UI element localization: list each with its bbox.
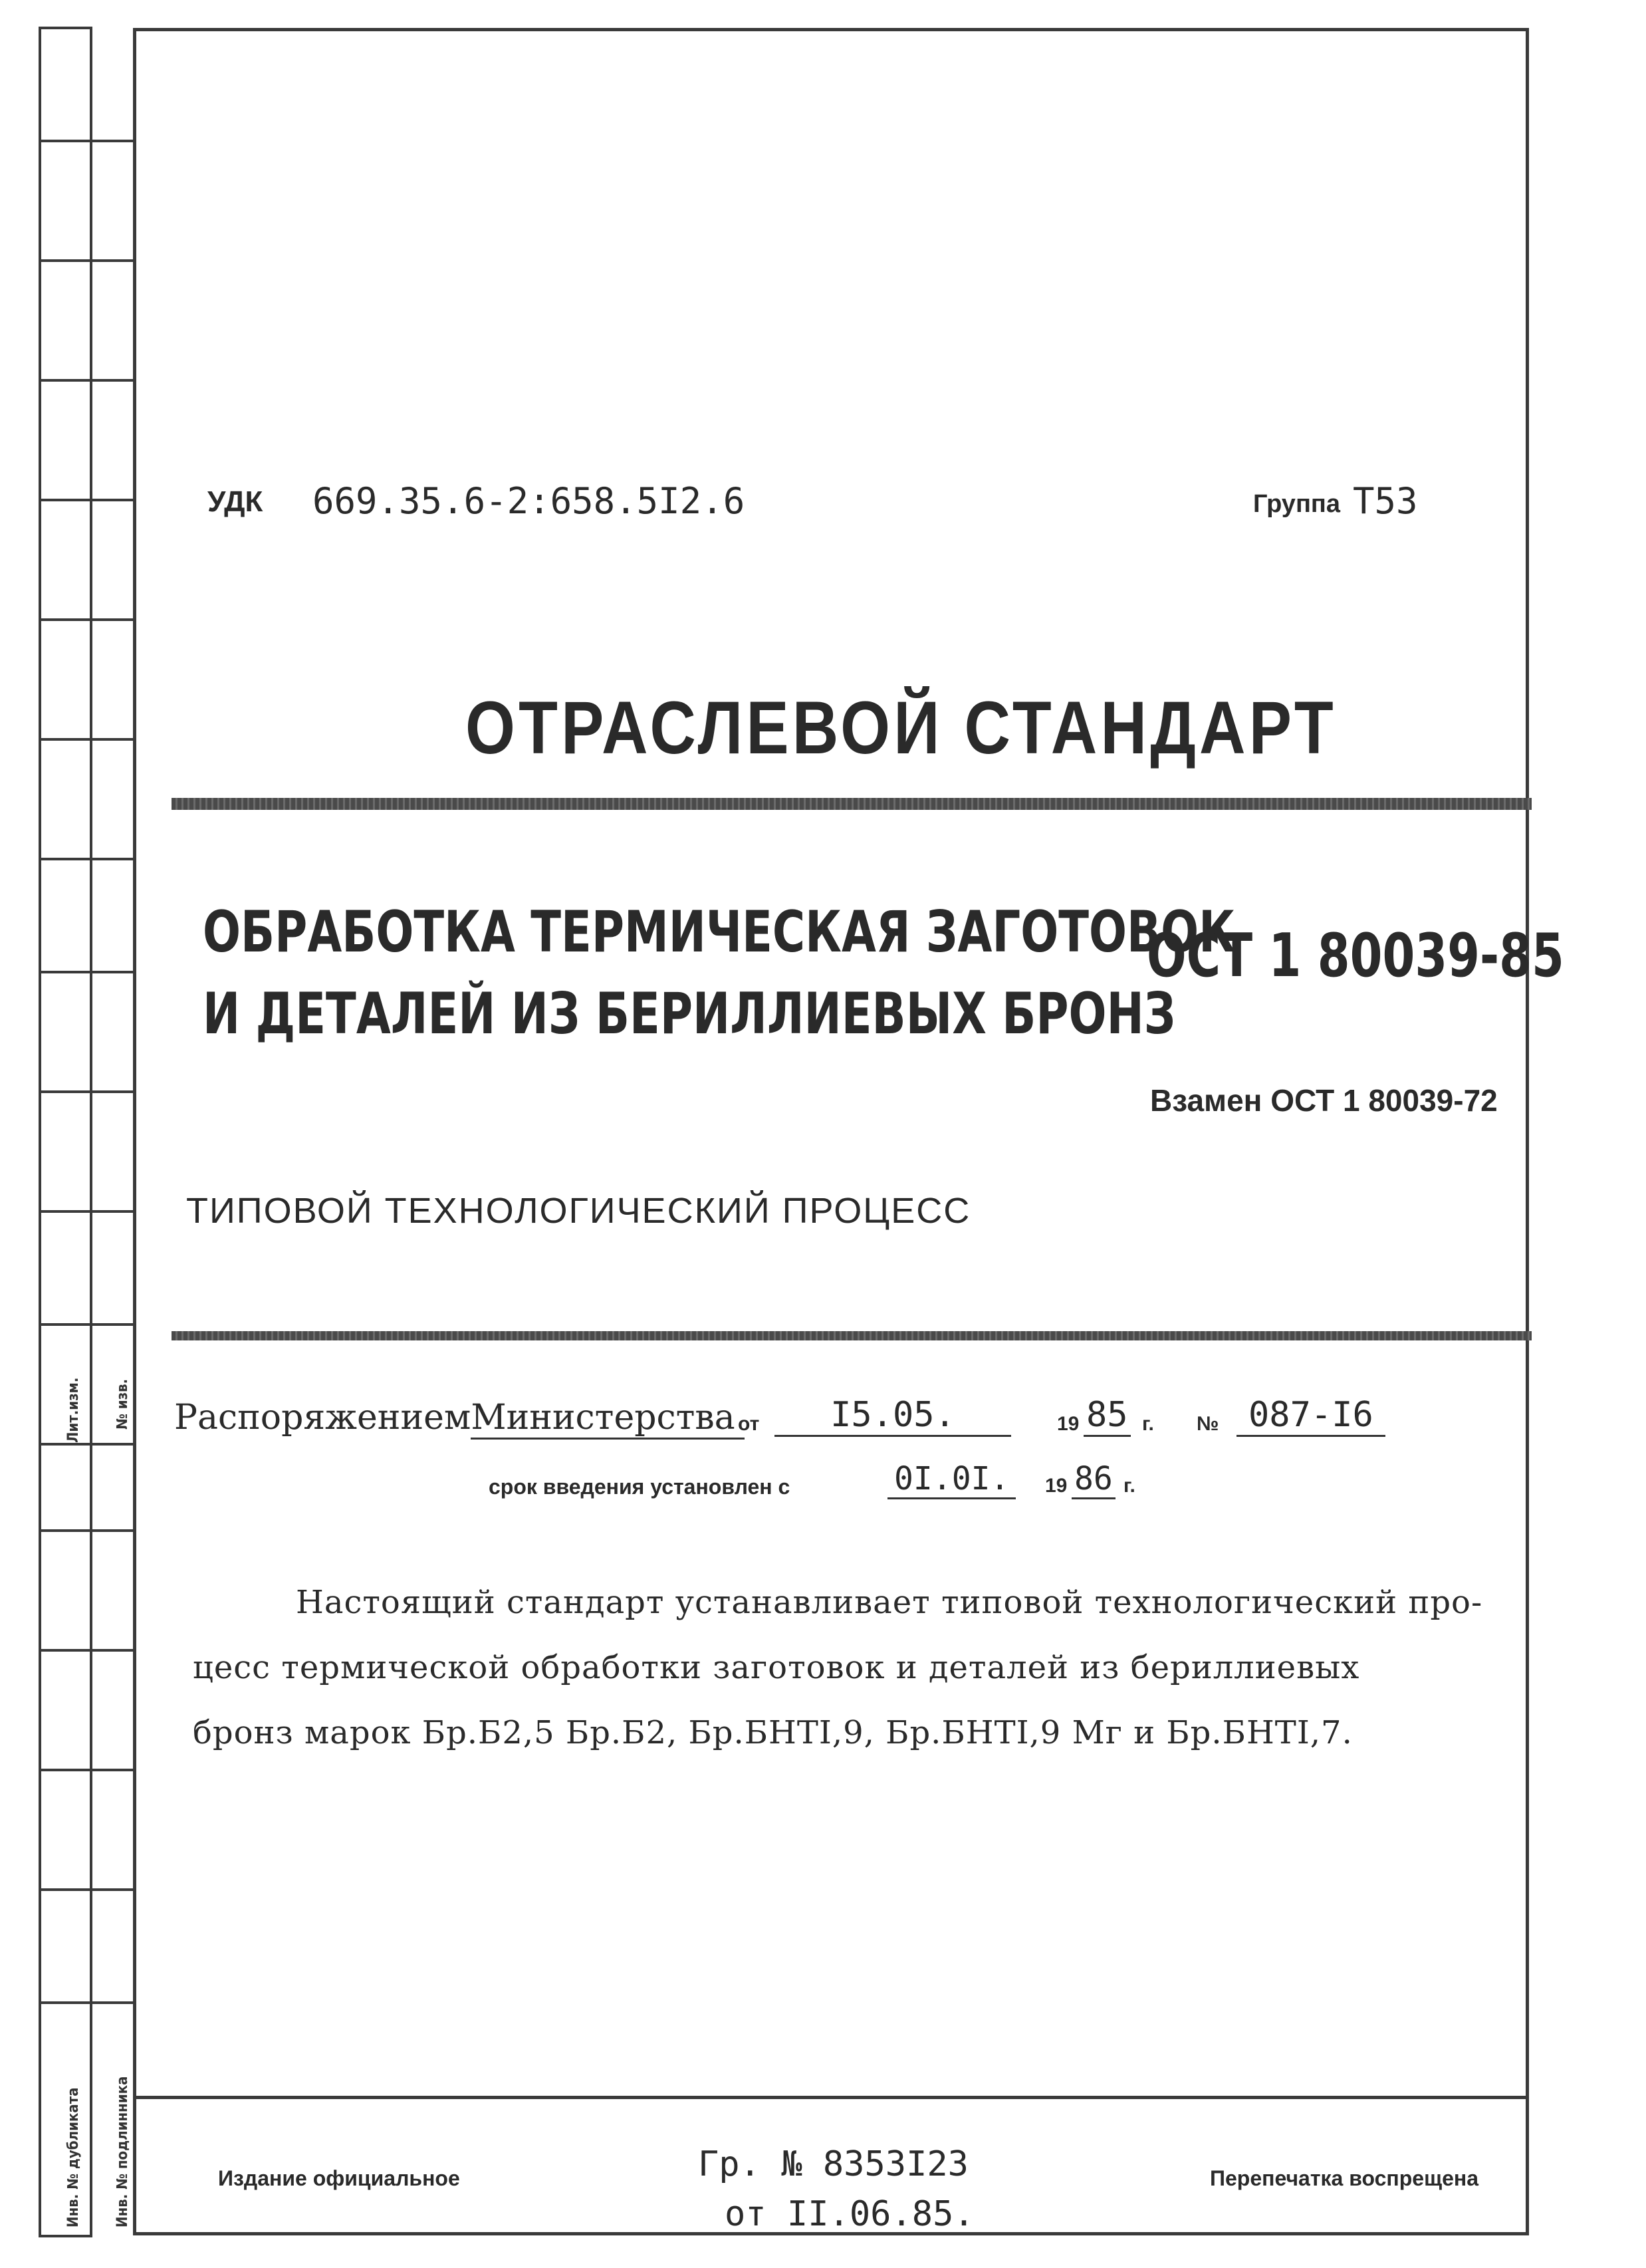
order-from-label: от — [738, 1413, 760, 1435]
ost-number: ОСТ 1 80039-85 — [1147, 921, 1564, 991]
group-label: Группа — [1253, 490, 1340, 518]
effective-year: 86 — [1072, 1460, 1116, 1499]
margin-tick — [39, 2001, 135, 2004]
order-year-suffix: г. — [1142, 1413, 1154, 1435]
order-prefix: Распоряжением — [174, 1398, 471, 1438]
side-label-inv-podl: Инв. № подлинника — [114, 2076, 131, 2227]
side-label-lit-izm: Лит.изм. — [65, 1377, 82, 1443]
order-year: 85 — [1084, 1395, 1131, 1437]
margin-tick — [39, 1769, 135, 1771]
margin-tick — [39, 1443, 135, 1446]
margin-tick — [39, 1210, 135, 1213]
footer-right: Перепечатка воспрещена — [1210, 2166, 1478, 2190]
margin-tick — [39, 379, 135, 382]
main-title: ОТРАСЛЕВОЙ СТАНДАРТ — [465, 686, 1337, 769]
effective-year-prefix: 19 — [1045, 1475, 1068, 1497]
effective-year-suffix: г. — [1123, 1475, 1135, 1497]
page-frame — [133, 28, 1529, 2235]
effective-date: 0I.0I. — [887, 1460, 1016, 1499]
footer-left: Издание официальное — [218, 2166, 460, 2190]
body-line-3: бронз марок Бр.Б2,5 Бр.Б2, Бр.БНТI,9, Бр.БНТI,9 Мг и Бр.БНТI,7. — [193, 1714, 1353, 1751]
margin-tick — [39, 1529, 135, 1532]
margin-tick — [39, 140, 135, 142]
order-number-label: № — [1197, 1413, 1219, 1435]
footer-center-line1: Гр. № 8353I23 — [698, 2144, 969, 2184]
margin-tick — [39, 618, 135, 621]
margin-strip-inner — [90, 27, 135, 2237]
group-value: Т53 — [1353, 480, 1418, 522]
footer-rule — [133, 2096, 1529, 2099]
body-line-1: Настоящий стандарт устанавливает типовой технологический про- — [296, 1584, 1483, 1621]
margin-tick — [39, 1888, 135, 1891]
order-number: 087-I6 — [1236, 1395, 1385, 1437]
udk-value: 669.35.6-2:658.5I2.6 — [312, 480, 745, 522]
margin-tick — [39, 858, 135, 860]
subtitle-rule — [172, 1331, 1532, 1340]
margin-tick — [39, 1090, 135, 1093]
margin-tick — [39, 1649, 135, 1652]
margin-tick — [39, 971, 135, 973]
title-rule — [172, 798, 1532, 810]
margin-tick — [39, 259, 135, 262]
order-authority: Министерства — [471, 1398, 744, 1440]
margin-tick — [39, 499, 135, 501]
udk-label: УДК — [207, 485, 263, 518]
body-line-2: цесс термической обработки заготовок и деталей из бериллиевых — [193, 1649, 1360, 1686]
subtitle: ТИПОВОЙ ТЕХНОЛОГИЧЕСКИЙ ПРОЦЕСС — [186, 1191, 971, 1231]
side-label-inv-dubl: Инв. № дубликата — [65, 2087, 82, 2227]
margin-tick — [39, 1323, 135, 1326]
footer-center-line2: от II.06.85. — [725, 2194, 975, 2234]
margin-strip-outer — [39, 27, 92, 2237]
order-year-prefix: 19 — [1057, 1413, 1080, 1435]
doc-title-line1: ОБРАБОТКА ТЕРМИЧЕСКАЯ ЗАГОТОВОК — [203, 899, 1236, 965]
order-date: I5.05. — [774, 1395, 1011, 1437]
replaces-text: Взамен ОСТ 1 80039-72 — [1150, 1083, 1498, 1118]
side-label-no-izv: № изв. — [114, 1378, 131, 1430]
doc-title-line2: И ДЕТАЛЕЙ ИЗ БЕРИЛЛИЕВЫХ БРОНЗ — [203, 981, 1176, 1047]
effective-label: срок введения установлен с — [489, 1475, 790, 1499]
margin-tick — [39, 738, 135, 741]
